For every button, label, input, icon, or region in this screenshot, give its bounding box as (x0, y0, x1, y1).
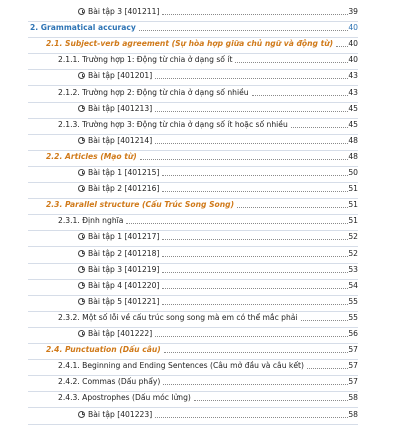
clock-icon (78, 233, 85, 240)
toc-dot-leader (162, 175, 348, 176)
toc-row-divider (28, 182, 358, 183)
toc-entry-label (78, 168, 159, 178)
toc-entry-text: Bài tập [401213] (88, 103, 153, 113)
toc-dot-leader (194, 400, 348, 401)
toc-entry-text: Bài tập 1 [401215] (88, 168, 160, 177)
clock-icon (78, 8, 85, 15)
toc-entry-text: Bài tập [401222] (88, 329, 153, 338)
toc-dot-leader (162, 272, 348, 273)
toc-entry-label (78, 232, 159, 242)
toc-row-divider (28, 198, 358, 199)
toc-entry-label (58, 361, 304, 371)
clock-icon (78, 250, 85, 257)
toc-entry[interactable] (0, 249, 400, 265)
toc-dot-leader (162, 239, 348, 240)
toc-page-number: 55 (348, 296, 358, 306)
toc-page-number: 43 (348, 71, 358, 81)
toc-dot-leader (162, 14, 348, 15)
toc-row-divider (28, 375, 358, 376)
toc-entry-text: 2.3. Parallel structure (Cấu Trúc Song Song) (46, 200, 235, 210)
toc-row-divider (28, 134, 358, 135)
toc-entry-label (78, 410, 152, 420)
toc-entry[interactable] (0, 136, 400, 152)
toc-row-divider (28, 102, 358, 103)
toc-entry-text: 2.3.1. Định nghĩa (58, 216, 124, 226)
toc-entry-text: Bài tập [401223] (88, 409, 153, 419)
toc-entry-text: Bài tập [401214] (88, 135, 153, 145)
toc-entry-label (58, 216, 123, 226)
toc-entry-label (78, 297, 159, 307)
toc-entry[interactable] (0, 345, 400, 361)
toc-entry-label (58, 393, 191, 403)
toc-dot-leader (155, 143, 348, 144)
toc-dot-leader (126, 223, 348, 224)
toc-entry[interactable] (0, 361, 400, 377)
toc-entry[interactable] (0, 39, 400, 55)
toc-page-number: 52 (348, 248, 358, 258)
toc-row-divider (28, 214, 358, 215)
toc-row-divider (28, 69, 358, 70)
clock-icon (78, 169, 85, 176)
toc-entry-text: Bài tập 4 [401220] (88, 280, 160, 290)
toc-page-number: 58 (348, 409, 358, 419)
toc-page-number: 54 (348, 280, 358, 290)
toc-row-divider (28, 295, 358, 296)
toc-dot-leader (307, 368, 348, 369)
toc-entry-text: 2.1. Subject-verb agreement (Sự hòa hợp giữa chủ ngữ và động từ) (46, 39, 334, 49)
toc-dot-leader (164, 352, 348, 353)
toc-entry-label (78, 249, 159, 259)
toc-page-number: 51 (348, 184, 358, 194)
clock-icon (78, 72, 85, 79)
toc-page-number: 39 (348, 7, 358, 16)
toc-entry-label (78, 281, 159, 291)
toc-entry-label (78, 71, 152, 81)
toc-entry-text: Bài tập 3 [401211] (88, 7, 160, 16)
toc-page-number: 45 (348, 103, 358, 113)
toc-row-divider (28, 150, 358, 151)
toc-entry-label (78, 184, 159, 194)
toc-page-number: 51 (348, 216, 358, 226)
clock-icon (78, 298, 85, 305)
toc-entry-text: 2.1.3. Trường hợp 3: Động từ chia ở dạng số ít hoặc số nhiều (58, 119, 288, 129)
toc-page-number: 50 (348, 168, 358, 177)
toc-entry-label (30, 23, 136, 33)
toc-entry[interactable] (0, 184, 400, 200)
clock-icon (78, 266, 85, 273)
toc-entry-text: 2. Grammatical accuracy (30, 23, 136, 33)
toc-page-number: 40 (348, 39, 358, 49)
toc-page-number: 58 (348, 393, 358, 403)
toc-page-number: 57 (348, 345, 358, 355)
toc-entry-text: Bài tập 5 [401221] (88, 296, 160, 306)
toc-entry-label (58, 120, 288, 130)
toc-page-number: 55 (348, 312, 358, 322)
toc-page-number: 40 (348, 23, 358, 33)
toc-page-number: 52 (348, 232, 358, 242)
toc-page-number: 57 (348, 377, 358, 387)
toc-row-divider (28, 118, 358, 119)
toc-dot-leader (162, 191, 348, 192)
toc-page-number: 57 (348, 361, 358, 371)
toc-entry[interactable] (0, 71, 400, 87)
clock-icon (78, 105, 85, 112)
toc-entry[interactable] (0, 313, 400, 329)
toc-entry[interactable] (0, 88, 400, 104)
toc-entry[interactable] (0, 120, 400, 136)
clock-icon (78, 330, 85, 337)
toc-row-divider (28, 230, 358, 231)
toc-dot-leader (237, 207, 348, 208)
toc-entry[interactable] (0, 7, 400, 23)
toc-entry[interactable] (0, 216, 400, 232)
toc-entry-text: 2.2. Articles (Mạo từ) (46, 151, 137, 161)
toc-row-divider (28, 21, 358, 22)
toc-entry[interactable] (0, 152, 400, 168)
toc-page-number: 51 (348, 200, 358, 210)
toc-entry-label (58, 377, 160, 387)
toc-entry-text: Bài tập [401201] (88, 71, 153, 81)
toc-entry-label (78, 7, 159, 17)
toc-entry-label (78, 329, 152, 339)
toc-row-divider (28, 359, 358, 360)
toc-entry-text: Bài tập 2 [401218] (88, 248, 160, 258)
clock-icon (78, 185, 85, 192)
toc-row-divider (28, 407, 358, 408)
toc-entry[interactable] (0, 200, 400, 216)
toc-row-divider (28, 424, 358, 425)
toc-entry-text: Bài tập 3 [401219] (88, 264, 160, 274)
toc-page-number: 56 (348, 329, 358, 338)
toc-entry-label (58, 313, 298, 323)
toc-dot-leader (301, 320, 348, 321)
toc-row-divider (28, 279, 358, 280)
toc-dot-leader (235, 62, 348, 63)
toc-page-number: 48 (348, 135, 358, 145)
toc-entry-text: 2.4.3. Apostrophes (Dấu móc lửng) (58, 393, 191, 403)
toc-entry-text: Bài tập 2 [401216] (88, 184, 160, 194)
toc-entry-text: 2.1.2. Trường hợp 2: Động từ chia ở dạng số nhiều (58, 87, 249, 97)
toc-dot-leader (336, 46, 348, 47)
toc-entry-text: 2.3.2. Một số lỗi về cấu trúc song song mà em có thể mắc phải (58, 312, 298, 322)
toc-entry[interactable] (0, 265, 400, 281)
toc-dot-leader (155, 417, 348, 418)
toc-dot-leader (155, 336, 348, 337)
toc-dot-leader (140, 159, 348, 160)
toc-page-number: 45 (348, 119, 358, 129)
toc-dot-leader (155, 111, 348, 112)
toc-entry[interactable] (0, 297, 400, 313)
toc-entry[interactable] (0, 104, 400, 120)
toc-row-divider (28, 37, 358, 38)
toc-row-divider (28, 263, 358, 264)
toc-entry[interactable] (0, 232, 400, 248)
toc-entry[interactable] (0, 329, 400, 345)
toc-dot-leader (252, 95, 348, 96)
toc-row-divider (28, 53, 358, 54)
toc-entry-label (46, 39, 333, 49)
toc-row-divider (28, 343, 358, 344)
toc-page-number: 40 (348, 55, 358, 65)
toc-dot-leader (155, 78, 348, 79)
toc-entry[interactable] (0, 377, 400, 393)
toc-dot-leader (163, 384, 348, 385)
toc-row-divider (28, 166, 358, 167)
toc-row-divider (28, 311, 358, 312)
toc-entry-label (46, 345, 161, 355)
toc-dot-leader (162, 256, 348, 257)
toc-row-divider (28, 85, 358, 86)
toc-entry[interactable] (0, 410, 400, 426)
toc-row-divider (28, 246, 358, 247)
toc-entry-label (58, 55, 232, 65)
clock-icon (78, 137, 85, 144)
toc-entry-label (78, 104, 152, 114)
toc-dot-leader (162, 288, 348, 289)
toc-entry-label (58, 88, 249, 98)
toc-dot-leader (139, 30, 348, 31)
toc-entry[interactable] (0, 168, 400, 184)
toc-entry-text: Bài tập 1 [401217] (88, 232, 160, 242)
toc-entry-text: 2.4.1. Beginning and Ending Sentences (Câu mở đầu và câu kết) (58, 361, 304, 371)
toc-entry-label (46, 152, 137, 162)
toc-dot-leader (162, 304, 348, 305)
toc-row-divider (28, 391, 358, 392)
toc-page-number: 43 (348, 87, 358, 97)
toc-row-divider (28, 327, 358, 328)
toc-entry-text: 2.1.1. Trường hợp 1: Động từ chia ở dạng số ít (58, 55, 233, 65)
toc-dot-leader (291, 127, 348, 128)
toc-entry[interactable] (0, 393, 400, 409)
toc-page-number: 48 (348, 151, 358, 161)
clock-icon (78, 282, 85, 289)
toc-entry-text: 2.4. Punctuation (Dấu câu) (46, 345, 161, 355)
toc-page-number: 53 (348, 264, 358, 274)
toc-entry-label (78, 265, 159, 275)
toc-entry[interactable] (0, 281, 400, 297)
toc-entry-text: 2.4.2. Commas (Dấu phẩy) (58, 377, 161, 387)
toc-entry[interactable] (0, 23, 400, 39)
toc-entry-label (46, 200, 234, 210)
clock-icon (78, 411, 85, 418)
toc-entry-label (78, 136, 152, 146)
toc-entry[interactable] (0, 55, 400, 71)
